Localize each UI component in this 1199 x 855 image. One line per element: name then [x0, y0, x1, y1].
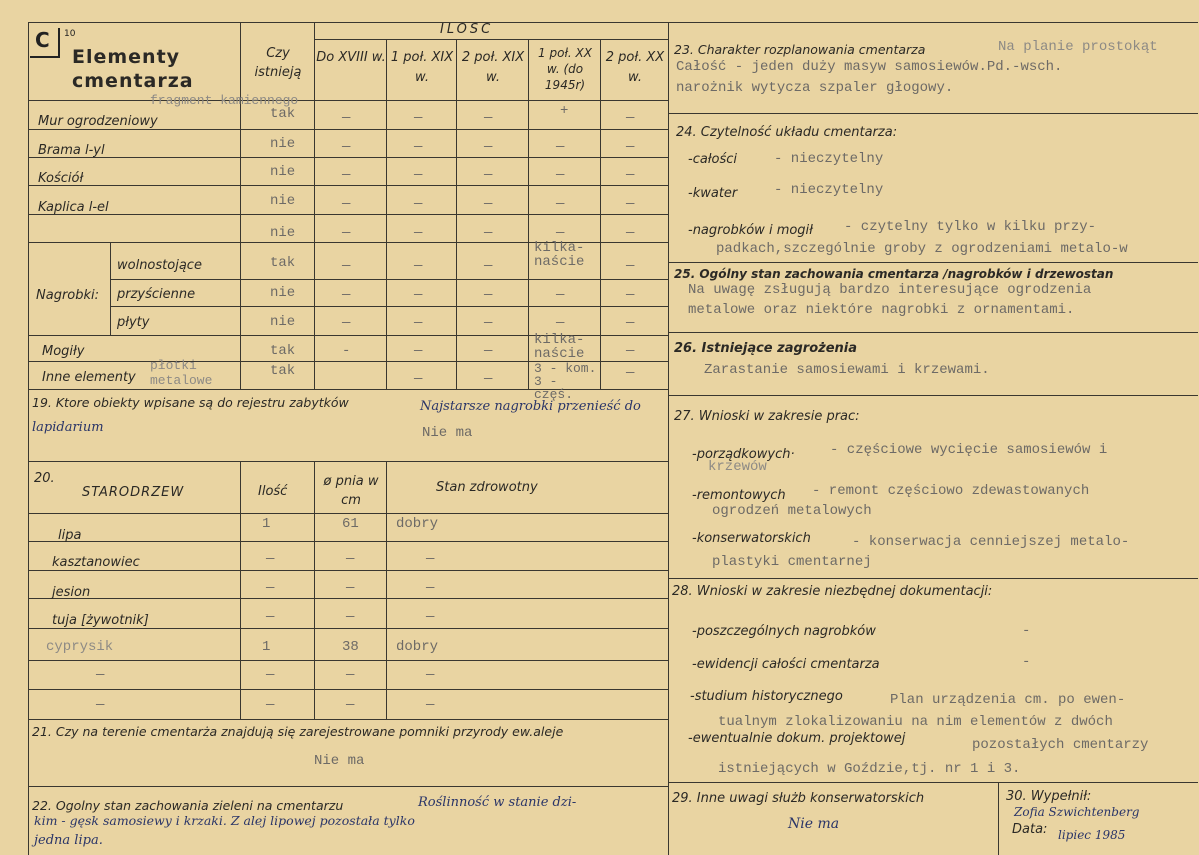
cell-xx2: — [626, 287, 635, 303]
header-xx-2: 2 poł. XX w. [605, 50, 665, 85]
s28-nagrobkow: -poszczególnych nagrobków [692, 624, 876, 639]
cell-xx1: — [556, 315, 565, 331]
s20-col-stan: Stan zdrowotny [436, 480, 538, 495]
s24-nagrobkow: -nagrobków i mogił [688, 223, 813, 238]
cell-xix2: — [484, 371, 493, 387]
s19-handwritten: Najstarsze nagrobki przenieść do lapidarium [32, 399, 641, 435]
line-h [28, 719, 668, 720]
s23-text-1: Na planie prostokąt [998, 39, 1158, 55]
tree-stan: dobry [396, 516, 439, 532]
line-v [240, 22, 241, 389]
s22-hw-3: jedna lipa. [34, 833, 103, 848]
s25-label: 25. Ogólny stan zachowania cmentarza /nagrobków i drzewostan [674, 267, 1114, 281]
line-h [28, 598, 668, 599]
cell-xx1: — [556, 287, 565, 303]
line-h [28, 214, 668, 215]
cell-xix2: — [484, 196, 493, 212]
s29-label: 29. Inne uwagi służb konserwatorskich [672, 791, 925, 806]
s24-nagrobkow-value: - czytelny tylko w kilku przy- [844, 219, 1097, 235]
line-h [28, 786, 668, 787]
cell-xviii: - [342, 343, 351, 359]
line-h [28, 628, 668, 629]
tree-pien: — [346, 551, 355, 567]
tree-pien: — [346, 609, 355, 625]
cell-xviii: — [342, 139, 351, 155]
line-v [386, 461, 387, 719]
exists-value: tak [270, 343, 296, 359]
row-label: płyty [117, 315, 150, 330]
tree-name: tuja [żywotnik] [52, 613, 149, 628]
exists-value: nie [270, 164, 296, 180]
s19-typed: Nie ma [422, 425, 473, 441]
cell-xix1: — [414, 371, 423, 387]
line-h [668, 395, 1198, 396]
s27-porzadkowych-value-2: krzewów [708, 459, 767, 475]
line-h [28, 689, 668, 690]
s28-nagrobkow-value: - [1022, 623, 1031, 639]
cell-xix2: — [484, 167, 493, 183]
tree-ilosc: 1 [262, 639, 271, 655]
cell-xix2: — [484, 343, 493, 359]
s30-name: Zofia Szwichtenberg [1014, 805, 1140, 819]
s27-remontowych: -remontowych [692, 488, 786, 503]
line-h [28, 570, 668, 571]
tree-name: — [96, 697, 105, 713]
frame-left [28, 22, 29, 855]
cell-xx2: — [626, 258, 635, 274]
tree-ilosc: — [266, 580, 275, 596]
row-label: Mur ogrodzeniowy [38, 114, 158, 129]
cell-xix1: — [414, 110, 423, 126]
s23-label: 23. Charakter rozplanowania cmentarza [674, 42, 926, 57]
s30-date: lipiec 1985 [1058, 828, 1126, 842]
tree-ilosc: — [266, 551, 275, 567]
s23-text-3: narożnik wytycza szpaler głogowy. [676, 80, 954, 96]
s24-calosci-value: - nieczytelny [774, 151, 884, 167]
cell-xx1: + [560, 103, 569, 119]
line-v [110, 242, 111, 335]
cell-xix1: — [414, 167, 423, 183]
exists-value: nie [270, 193, 296, 209]
cell-xviii: — [342, 258, 351, 274]
cell-xix2: — [484, 287, 493, 303]
s28-studium: -studium historycznego [690, 689, 843, 704]
s22-hw-1: Roślinność w stanie dzi- [418, 795, 577, 810]
line-h [314, 39, 668, 40]
s28-projektowej-value: pozostałych cmentarzy [972, 737, 1149, 753]
row-note: płotki metalowe [150, 358, 213, 388]
tree-pien: — [346, 667, 355, 683]
tree-pien: 61 [342, 516, 359, 532]
exists-value: nie [270, 285, 296, 301]
header-xix-1: 1 poł. XIX w. [390, 50, 454, 85]
cell-xx1: — [556, 167, 565, 183]
tree-pien: — [346, 697, 355, 713]
s27-porzadkowych: -porządkowych· [692, 447, 795, 462]
cell-xx2: — [626, 167, 635, 183]
header-ilosc: ILOSC [440, 22, 494, 37]
cell-xviii: — [342, 196, 351, 212]
s20-title: STARODRZEW [82, 485, 185, 500]
tree-stan: — [426, 667, 435, 683]
row-label: Kaplica l-el [38, 200, 109, 215]
row-label: Brama l-yl [38, 143, 105, 158]
cell-xx1: — [556, 139, 565, 155]
cell-xix1: — [414, 343, 423, 359]
s24-label: 24. Czytelność układu cmentarza: [676, 125, 898, 140]
line-v [314, 461, 315, 719]
row-label: wolnostojące [117, 258, 202, 273]
s30-label: 30. Wypełnił: [1006, 789, 1092, 804]
line-v [998, 782, 999, 855]
tree-stan: — [426, 551, 435, 567]
s24-nagrobkow-value-2: padkach,szczególnie groby z ogrodzeniami metalo-w [716, 241, 1128, 257]
cell-xix2: — [484, 110, 493, 126]
cell-xviii: — [342, 110, 351, 126]
line-h [110, 279, 668, 280]
nagrobki-label: Nagrobki: [36, 288, 100, 303]
s27-porzadkowych-value: - częściowe wycięcie samosiewów i [830, 442, 1108, 458]
s24-calosci: -całości [688, 152, 738, 167]
cell-xix2: — [484, 315, 493, 331]
line-h [28, 100, 668, 101]
s27-konserwatorskich: -konserwatorskich [692, 531, 811, 546]
cell-xx2: — [626, 315, 635, 331]
s25-text-1: Na uwagę zsługują bardzo interesujące ogrodzenia [688, 282, 1092, 298]
tree-pien: 38 [342, 639, 359, 655]
tree-ilosc: — [266, 697, 275, 713]
tree-stan: dobry [396, 639, 439, 655]
frame-top [28, 22, 1198, 23]
header-xx-1: 1 poł. XX w. (do 1945r) [538, 46, 592, 92]
title-line-1: Elementy [72, 46, 181, 68]
s28-label: 28. Wnioski w zakresie niezbędnej dokumentacji: [672, 584, 993, 599]
center-divider [668, 22, 669, 855]
s26-label: 26. Istniejące zagrożenia [674, 341, 858, 356]
row-label: Inne elementy [42, 370, 136, 385]
exists-value: nie [270, 136, 296, 152]
cell-xix1: — [414, 315, 423, 331]
cell-xix1: — [414, 258, 423, 274]
cell-xviii: — [342, 287, 351, 303]
s25-text-2: metalowe oraz niektóre nagrobki z ornamentami. [688, 302, 1075, 318]
cell-xviii: — [342, 315, 351, 331]
header-xix-2: 2 poł. XIX w. [461, 50, 525, 85]
line-h [28, 513, 668, 514]
line-h [28, 660, 668, 661]
row-label: Kościół [38, 171, 84, 186]
s26-text: Zarastanie samosiewami i krzewami. [704, 362, 990, 378]
cell-xx2: — [626, 225, 635, 241]
s21-label: 21. Czy na terenie cmentarża znajdują się zarejestrowane pomniki przyrody ew.aleje [32, 724, 564, 739]
header-xviii: Do XVIII w. [316, 50, 386, 65]
s23-text-2: Całość - jeden duży masyw samosiewów.Pd.-wsch. [676, 59, 1063, 75]
line-h [668, 332, 1198, 333]
s28-ewidencji-value: - [1022, 654, 1031, 670]
header-czy-istnieja: Czy istnieją [254, 46, 302, 80]
s28-projektowej: -ewentualnie dokum. projektowej [688, 731, 906, 746]
cell-xix2: — [484, 139, 493, 155]
line-v [314, 22, 315, 389]
form-letter: C [35, 28, 50, 52]
exists-value: nie [270, 314, 296, 330]
s24-kwater: -kwater [688, 186, 738, 201]
s28-projektowej-value-2: istniejących w Goździe,tj. nr 1 i 3. [718, 761, 1021, 777]
s22-hw-2: kim - gęsk samosiewy i krzaki. Z alej lipowej pozostała tylko [34, 813, 415, 828]
exists-value: tak [270, 255, 296, 271]
line-h [668, 782, 1198, 783]
cell-xx2: — [626, 365, 635, 381]
s21-typed: Nie ma [314, 753, 365, 769]
s27-remontowych-value-2: ogrodzeń metalowych [712, 503, 872, 519]
cell-xix1: — [414, 196, 423, 212]
row-label: Mogiły [42, 344, 85, 359]
cell-xix2: — [484, 225, 493, 241]
s28-ewidencji: -ewidencji całości cmentarza [692, 657, 880, 672]
cell-xx2: — [626, 343, 635, 359]
cell-xviii: — [342, 225, 351, 241]
line-h [28, 541, 668, 542]
cell-xx1: — [556, 196, 565, 212]
tree-pien: — [346, 580, 355, 596]
cell-xix1: — [414, 139, 423, 155]
tree-name: — [96, 667, 105, 683]
s27-remontowych-value: - remont częściowo zdewastowanych [812, 483, 1090, 499]
tree-ilosc: — [266, 609, 275, 625]
s27-konserwatorskich-value-2: plastyki cmentarnej [712, 554, 872, 570]
tree-stan: — [426, 580, 435, 596]
line-v [240, 461, 241, 719]
cell-xx2: — [626, 139, 635, 155]
tree-stan: — [426, 697, 435, 713]
cell-xx1: kilka- naście [534, 240, 585, 270]
s28-studium-value-2: tualnym zlokalizowaniu na nim elementów z dwóch [718, 714, 1113, 730]
s28-studium-value: Plan urządzenia cm. po ewen- [890, 692, 1126, 708]
cell-xx2: — [626, 196, 635, 212]
line-h [668, 113, 1198, 114]
tree-name: cyprysik [46, 639, 114, 655]
s27-konserwatorskich-value: - konserwacja cenniejszej metalo- [852, 534, 1130, 550]
tree-name: lipa [58, 528, 82, 543]
s24-kwater-value: - nieczytelny [774, 182, 884, 198]
exists-value: tak [270, 106, 296, 122]
title-line-2: cmentarza [72, 70, 194, 92]
row-label: przyścienne [117, 287, 196, 302]
line-h [668, 578, 1198, 579]
line-h [110, 306, 668, 307]
s20-col-ilosc: Ilość [258, 484, 288, 499]
cell-xx2: — [626, 110, 635, 126]
tree-name: kasztanowiec [52, 555, 140, 570]
tree-ilosc: — [266, 667, 275, 683]
s22-label: 22. Ogolny stan zachowania zieleni na cmentarzu [32, 798, 344, 813]
line-h [28, 157, 668, 158]
cell-xx1: kilka- naście [534, 332, 585, 362]
cell-xix1: — [414, 225, 423, 241]
line-h [668, 262, 1198, 263]
s20-label: 20. [34, 471, 55, 486]
s20-col-pien: ø pnia w cm [323, 474, 379, 508]
s19-label: 19. Ktore obiekty wpisane są do rejestru zabytków [32, 395, 349, 410]
cell-xix2: — [484, 258, 493, 274]
tree-ilosc: 1 [262, 516, 271, 532]
row-note: fragment kamiennego [150, 93, 299, 108]
s27-label: 27. Wnioski w zakresie prac: [674, 409, 860, 424]
tree-stan: — [426, 609, 435, 625]
cell-xviii: — [342, 167, 351, 183]
s29-handwritten: Nie ma [788, 816, 840, 832]
cell-xix1: — [414, 287, 423, 303]
line-h [28, 461, 668, 462]
line-h [28, 129, 668, 130]
cell-xx1: 3 - kom. 3 - częś. [534, 361, 597, 402]
line-h [28, 185, 668, 186]
sheet-number: 10 [64, 29, 76, 39]
exists-value: nie [270, 225, 296, 241]
exists-value: tak [270, 363, 296, 379]
s30-data-label: Data: [1012, 822, 1048, 837]
tree-name: jesion [52, 585, 91, 600]
cell-xx1: — [556, 225, 565, 241]
